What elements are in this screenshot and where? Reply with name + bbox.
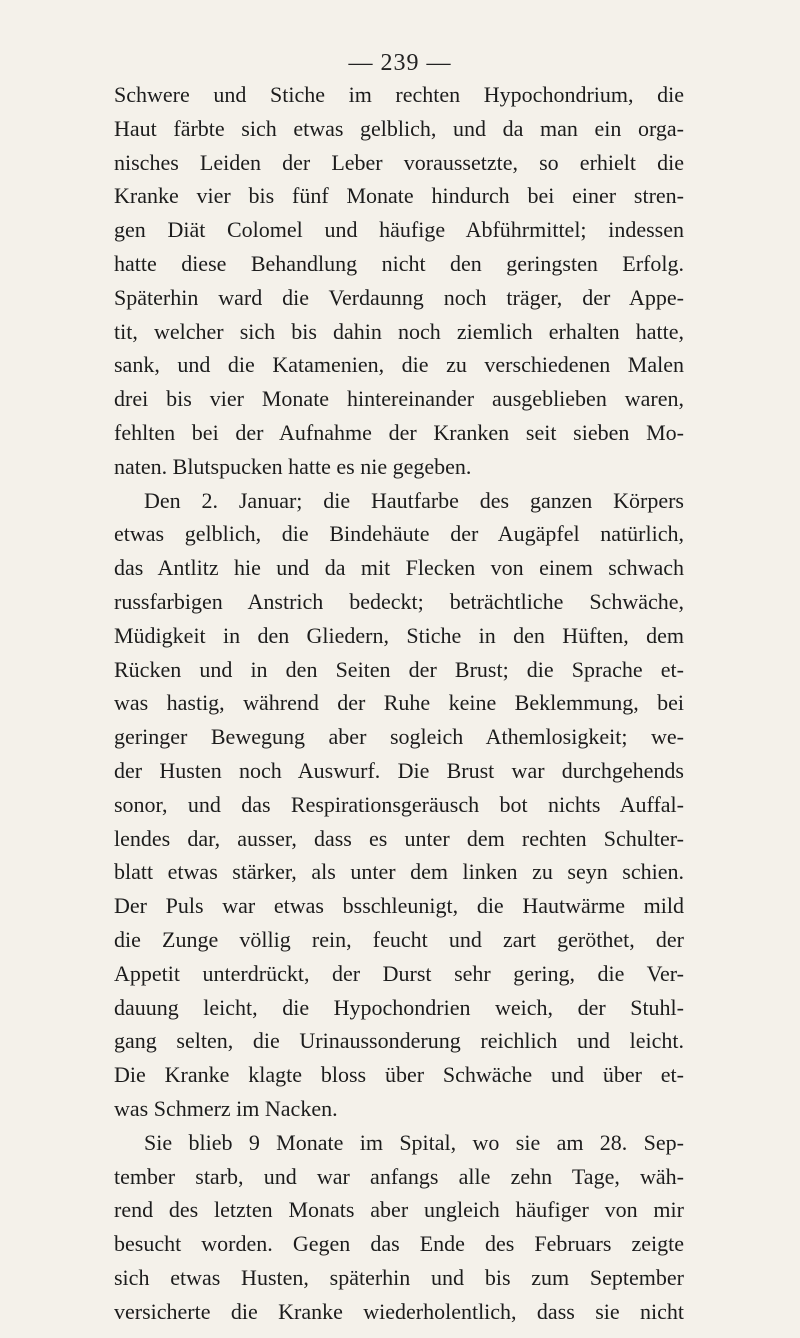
text-line: besucht worden. Gegen das Ende des Februars zeigte (114, 1231, 684, 1257)
text-line: drei bis vier Monate hintereinander ausgeblieben waren, (114, 386, 684, 412)
text-line: naten. Blutspucken hatte es nie gegeben. (114, 453, 472, 479)
text-line: Sie blieb 9 Monate im Spital, wo sie am 28. Sep- (144, 1129, 684, 1155)
text-line: nisches Leiden der Leber voraussetzte, so erhielt die (114, 149, 684, 175)
text-line: das Antlitz hie und da mit Flecken von einem schwach (114, 555, 684, 581)
text-line: blatt etwas stärker, als unter dem linken zu seyn schien. (114, 859, 684, 885)
text-line: fehlten bei der Aufnahme der Kranken seit sieben Mo- (114, 419, 684, 445)
text-line: Appetit unterdrückt, der Durst sehr gering, die Ver- (114, 960, 684, 986)
text-line: geringer Bewegung aber sogleich Athemlosigkeit; we- (114, 724, 684, 750)
text-line: versicherte die Kranke wiederholentlich, dass sie nicht (114, 1298, 684, 1324)
text-line: Kranke vier bis fünf Monate hindurch bei einer stren- (114, 183, 684, 209)
text-line: dauung leicht, die Hypochondrien weich, der Stuhl- (114, 994, 684, 1020)
text-line: Die Kranke klagte bloss über Schwäche und über et- (114, 1062, 684, 1088)
text-line: sich etwas Husten, späterhin und bis zum September (114, 1264, 684, 1290)
text-line: etwas gelblich, die Bindehäute der Augäpfel natürlich, (114, 521, 684, 547)
text-line: rend des letzten Monats aber ungleich häufiger von mir (114, 1197, 684, 1223)
text-line: tit, welcher sich bis dahin noch ziemlich erhalten hatte, (114, 318, 684, 344)
text-line: Rücken und in den Seiten der Brust; die Sprache et- (114, 656, 684, 682)
text-line: Späterhin ward die Verdaunng noch träger, der Appe- (114, 284, 684, 310)
text-line: der Husten noch Auswurf. Die Brust war durchgehends (114, 757, 684, 783)
text-line: die Zunge völlig rein, feucht und zart geröthet, der (114, 926, 684, 952)
text-line: gen Diät Colomel und häufige Abführmittel; indessen (114, 217, 684, 243)
text-line: Müdigkeit in den Gliedern, Stiche in den Hüften, dem (114, 622, 684, 648)
text-line: gang selten, die Urinaussonderung reichlich und leicht. (114, 1028, 684, 1054)
text-line: Der Puls war etwas bsschleunigt, die Hautwärme mild (114, 893, 684, 919)
text-line: Haut färbte sich etwas gelblich, und da man ein orga- (114, 115, 684, 141)
text-line: tember starb, und war anfangs alle zehn Tage, wäh- (114, 1163, 684, 1189)
body-text (114, 78, 684, 1328)
text-line: was Schmerz im Nacken. (114, 1095, 338, 1121)
text-line: russfarbigen Anstrich bedeckt; beträchtliche Schwäche, (114, 588, 684, 614)
text-line: Den 2. Januar; die Hautfarbe des ganzen Körpers (144, 487, 684, 513)
text-line: Schwere und Stiche im rechten Hypochondrium, die (114, 82, 684, 107)
text-line: sonor, und das Respirationsgeräusch bot nichts Auffal- (114, 791, 684, 817)
text-line: hatte diese Behandlung nicht den geringsten Erfolg. (114, 250, 684, 276)
text-line: sank, und die Katamenien, die zu verschiedenen Malen (114, 352, 684, 378)
text-line: was hastig, während der Ruhe keine Beklemmung, bei (114, 690, 684, 716)
text-line: lendes dar, ausser, dass es unter dem rechten Schulter- (114, 825, 684, 851)
page-number: — 239 — (348, 50, 452, 76)
